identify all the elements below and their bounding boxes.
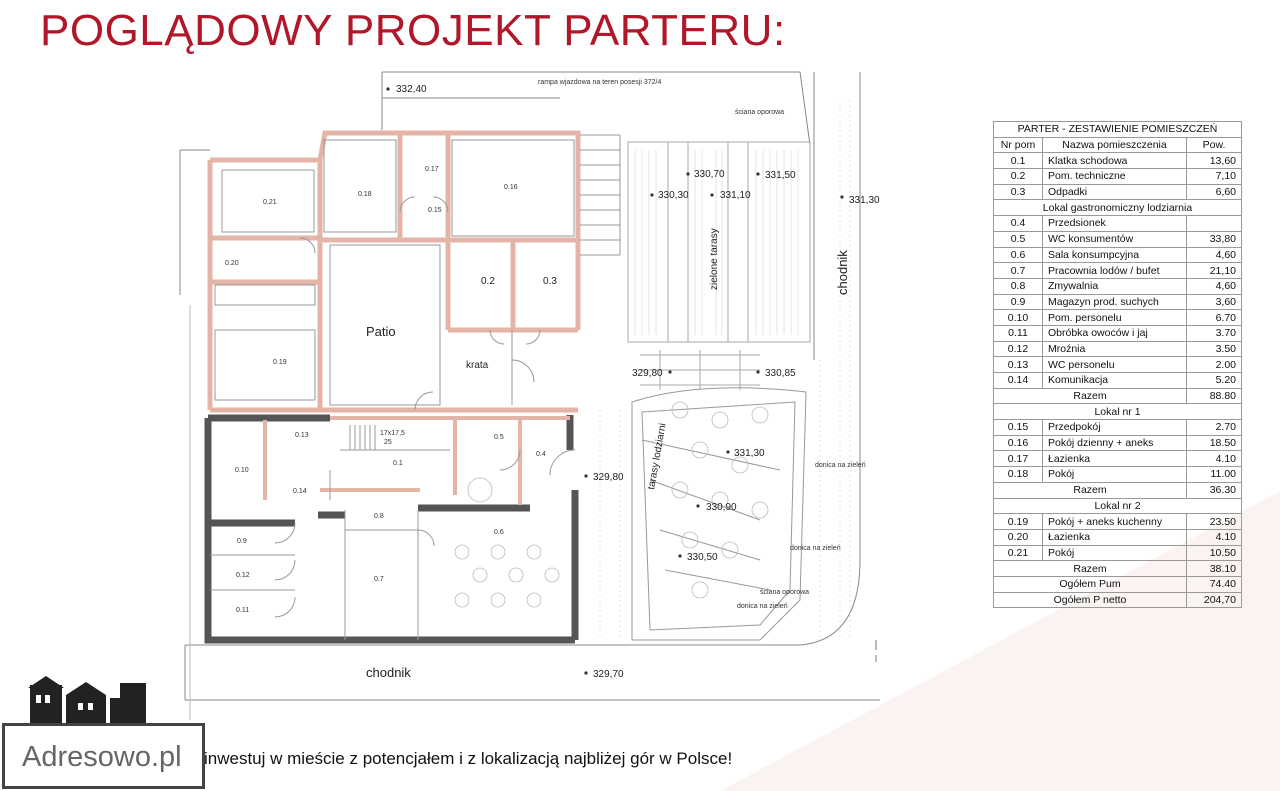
sum-label: Razem bbox=[994, 388, 1187, 404]
room-tag: 0.13 bbox=[295, 432, 309, 439]
room-area: 6,60 bbox=[1187, 184, 1242, 200]
table-sum-row bbox=[994, 576, 1242, 592]
room-name: Obróbka owoców i jaj bbox=[1043, 325, 1187, 341]
level-332-40: 332,40 bbox=[396, 84, 427, 95]
level-330-85: 330,85 bbox=[765, 368, 796, 379]
col-nr: Nr pom bbox=[994, 137, 1043, 153]
room-tag: 0.18 bbox=[358, 191, 372, 198]
sum-area: 88.80 bbox=[1187, 388, 1242, 404]
grate-label: krata bbox=[466, 360, 489, 371]
table-row bbox=[994, 153, 1242, 169]
room-tag: 0.15 bbox=[428, 207, 442, 214]
level-329-80-terrace: 329,80 bbox=[632, 368, 663, 379]
room-tag: 0.19 bbox=[273, 359, 287, 366]
room-area: 4,60 bbox=[1187, 247, 1242, 263]
section-title: Lokal nr 1 bbox=[994, 404, 1242, 420]
room-name: Pokój + aneks kuchenny bbox=[1043, 514, 1187, 530]
room-tag: 0.2 bbox=[481, 276, 495, 287]
room-tag: 0.3 bbox=[543, 276, 557, 287]
table-row bbox=[994, 341, 1242, 357]
room-name: Klatka schodowa bbox=[1043, 153, 1187, 169]
room-name: Sala konsumpcyjna bbox=[1043, 247, 1187, 263]
room-number: 0.17 bbox=[994, 451, 1043, 467]
sum-label: Ogółem P netto bbox=[994, 592, 1187, 608]
shop-light-walls bbox=[265, 418, 570, 505]
room-area: 23.50 bbox=[1187, 514, 1242, 530]
room-number: 0.15 bbox=[994, 420, 1043, 436]
room-number: 0.2 bbox=[994, 169, 1043, 185]
sum-area: 74.40 bbox=[1187, 576, 1242, 592]
level-330-30: 330,30 bbox=[658, 190, 689, 201]
planter-note-1: donica na zieleń bbox=[815, 462, 866, 469]
table-row bbox=[994, 529, 1242, 545]
room-name: Komunikacja bbox=[1043, 373, 1187, 389]
table-row bbox=[994, 514, 1242, 530]
room-name: WC konsumentów bbox=[1043, 231, 1187, 247]
table-row bbox=[994, 184, 1242, 200]
room-name: WC personelu bbox=[1043, 357, 1187, 373]
upper-apartments bbox=[210, 133, 578, 410]
room-area: 2.70 bbox=[1187, 420, 1242, 436]
room-area: 3.50 bbox=[1187, 341, 1242, 357]
room-name: Łazienka bbox=[1043, 529, 1187, 545]
room-name: Pracownia lodów / bufet bbox=[1043, 263, 1187, 279]
room-area: 18.50 bbox=[1187, 435, 1242, 451]
table-row bbox=[994, 263, 1242, 279]
table-row bbox=[994, 231, 1242, 247]
stair-note-2: 25 bbox=[384, 439, 392, 446]
room-tag: 0.6 bbox=[494, 529, 504, 536]
table-row bbox=[994, 467, 1242, 483]
room-tag: 0.20 bbox=[225, 260, 239, 267]
footer-tagline: inwestuj w mieście z potencjałem i z lokalizacją najbliżej gór w Polsce! bbox=[204, 749, 733, 768]
room-area: 4.10 bbox=[1187, 529, 1242, 545]
room-number: 0.8 bbox=[994, 278, 1043, 294]
room-name: Przedpokój bbox=[1043, 420, 1187, 436]
table-sum-row bbox=[994, 592, 1242, 608]
table-sum-row bbox=[994, 388, 1242, 404]
room-name: Zmywalnia bbox=[1043, 278, 1187, 294]
table-sum-row bbox=[994, 482, 1242, 498]
room-area: 4.10 bbox=[1187, 451, 1242, 467]
table-row bbox=[994, 420, 1242, 436]
room-tag: 0.7 bbox=[374, 576, 384, 583]
room-tag: 0.9 bbox=[237, 538, 247, 545]
room-area: 13,60 bbox=[1187, 153, 1242, 169]
table-row bbox=[994, 451, 1242, 467]
wall-note-bottom: ściana oporowa bbox=[760, 589, 810, 596]
sum-label: Razem bbox=[994, 482, 1187, 498]
table-row bbox=[994, 278, 1242, 294]
room-number: 0.16 bbox=[994, 435, 1043, 451]
room-tags bbox=[225, 166, 557, 614]
col-area: Pow. bbox=[1187, 137, 1242, 153]
table-row bbox=[994, 357, 1242, 373]
room-number: 0.21 bbox=[994, 545, 1043, 561]
table-sum-row bbox=[994, 561, 1242, 577]
rooms-table-body bbox=[994, 153, 1242, 608]
room-number: 0.12 bbox=[994, 341, 1043, 357]
table-row bbox=[994, 435, 1242, 451]
room-name: Odpadki bbox=[1043, 184, 1187, 200]
room-number: 0.14 bbox=[994, 373, 1043, 389]
room-tag: 0.12 bbox=[236, 572, 250, 579]
room-number: 0.9 bbox=[994, 294, 1043, 310]
sum-area: 36.30 bbox=[1187, 482, 1242, 498]
stair-note-1: 17x17,5 bbox=[380, 430, 405, 437]
room-name: Łazienka bbox=[1043, 451, 1187, 467]
ice-cream-terraces-label: tarasy lodziarni bbox=[646, 422, 669, 491]
room-number: 0.11 bbox=[994, 325, 1043, 341]
table-section-row bbox=[994, 200, 1242, 216]
room-name: Pokój dzienny + aneks bbox=[1043, 435, 1187, 451]
room-area: 21,10 bbox=[1187, 263, 1242, 279]
room-tag: 0.21 bbox=[263, 199, 277, 206]
room-number: 0.19 bbox=[994, 514, 1043, 530]
room-number: 0.4 bbox=[994, 216, 1043, 232]
table-section-row bbox=[994, 404, 1242, 420]
room-area: 2.00 bbox=[1187, 357, 1242, 373]
room-number: 0.10 bbox=[994, 310, 1043, 326]
room-number: 0.18 bbox=[994, 467, 1043, 483]
table-row bbox=[994, 545, 1242, 561]
room-tag: 0.5 bbox=[494, 434, 504, 441]
sidewalk-label-south: chodnik bbox=[366, 665, 411, 680]
room-number: 0.20 bbox=[994, 529, 1043, 545]
planter-note-2: donica na zieleń bbox=[790, 545, 841, 552]
adresowo-logo-text: Adresowo.pl bbox=[22, 741, 182, 773]
level-331-10: 331,10 bbox=[720, 190, 751, 201]
rooms-table-header: PARTER - ZESTAWIENIE POMIESZCZEŃ bbox=[994, 122, 1242, 138]
page-title: POGLĄDOWY PROJEKT PARTERU: bbox=[40, 6, 786, 55]
sum-label: Ogółem Pum bbox=[994, 576, 1187, 592]
room-area: 6.70 bbox=[1187, 310, 1242, 326]
room-area: 3.70 bbox=[1187, 325, 1242, 341]
level-330-50: 330,50 bbox=[687, 552, 718, 563]
room-name: Magazyn prod. suchych bbox=[1043, 294, 1187, 310]
room-name: Pokój bbox=[1043, 467, 1187, 483]
table-row bbox=[994, 373, 1242, 389]
level-329-70: 329,70 bbox=[593, 669, 624, 680]
sum-area: 38.10 bbox=[1187, 561, 1242, 577]
shop-tables bbox=[455, 478, 559, 607]
table-row bbox=[994, 310, 1242, 326]
rooms-table bbox=[993, 121, 1242, 608]
room-name: Przedsionek bbox=[1043, 216, 1187, 232]
sum-label: Razem bbox=[994, 561, 1187, 577]
room-area: 33,80 bbox=[1187, 231, 1242, 247]
room-name: Mroźnia bbox=[1043, 341, 1187, 357]
level-330-90: 330,90 bbox=[706, 502, 737, 513]
wall-note-top: ściana oporowa bbox=[735, 109, 785, 116]
room-area: 11.00 bbox=[1187, 467, 1242, 483]
room-tag: 0.11 bbox=[236, 607, 250, 614]
planter-note-3: donica na zieleń bbox=[737, 603, 788, 610]
room-tag: 0.17 bbox=[425, 166, 439, 173]
room-tag: 0.1 bbox=[393, 460, 403, 467]
table-row bbox=[994, 247, 1242, 263]
room-tag: 0.16 bbox=[504, 184, 518, 191]
room-name: Pom. personelu bbox=[1043, 310, 1187, 326]
room-area: 10.50 bbox=[1187, 545, 1242, 561]
sum-area: 204,70 bbox=[1187, 592, 1242, 608]
level-331-50: 331,50 bbox=[765, 170, 796, 181]
room-tag: 0.8 bbox=[374, 513, 384, 520]
houses-logo bbox=[28, 676, 146, 725]
terrace-tables bbox=[672, 402, 768, 598]
level-331-30-terrace: 331,30 bbox=[734, 448, 765, 459]
room-number: 0.3 bbox=[994, 184, 1043, 200]
room-tag: 0.10 bbox=[235, 467, 249, 474]
room-tag: 0.4 bbox=[536, 451, 546, 458]
room-number: 0.6 bbox=[994, 247, 1043, 263]
room-number: 0.7 bbox=[994, 263, 1043, 279]
green-terraces-label: zielone tarasy bbox=[709, 228, 720, 290]
room-number: 0.5 bbox=[994, 231, 1043, 247]
table-row bbox=[994, 216, 1242, 232]
room-number: 0.1 bbox=[994, 153, 1043, 169]
ramp-note: rampa wjazdowa na teren posesji 372/4 bbox=[538, 79, 662, 86]
room-area: 3,60 bbox=[1187, 294, 1242, 310]
room-area: 4,60 bbox=[1187, 278, 1242, 294]
level-330-70: 330,70 bbox=[694, 169, 725, 180]
table-row bbox=[994, 169, 1242, 185]
section-title: Lokal gastronomiczny lodziarnia bbox=[994, 200, 1242, 216]
room-name: Pom. techniczne bbox=[1043, 169, 1187, 185]
patio-label: Patio bbox=[366, 324, 396, 339]
level-331-30-east: 331,30 bbox=[849, 195, 880, 206]
room-area: 5.20 bbox=[1187, 373, 1242, 389]
room-area bbox=[1187, 216, 1242, 232]
table-row bbox=[994, 325, 1242, 341]
room-name: Pokój bbox=[1043, 545, 1187, 561]
table-section-row bbox=[994, 498, 1242, 514]
table-row bbox=[994, 294, 1242, 310]
room-area: 7,10 bbox=[1187, 169, 1242, 185]
section-title: Lokal nr 2 bbox=[994, 498, 1242, 514]
col-name: Nazwa pomieszczenia bbox=[1043, 137, 1187, 153]
room-tag: 0.14 bbox=[293, 488, 307, 495]
sidewalk-label-east: chodnik bbox=[835, 250, 850, 295]
level-329-80-shop: 329,80 bbox=[593, 472, 624, 483]
room-number: 0.13 bbox=[994, 357, 1043, 373]
